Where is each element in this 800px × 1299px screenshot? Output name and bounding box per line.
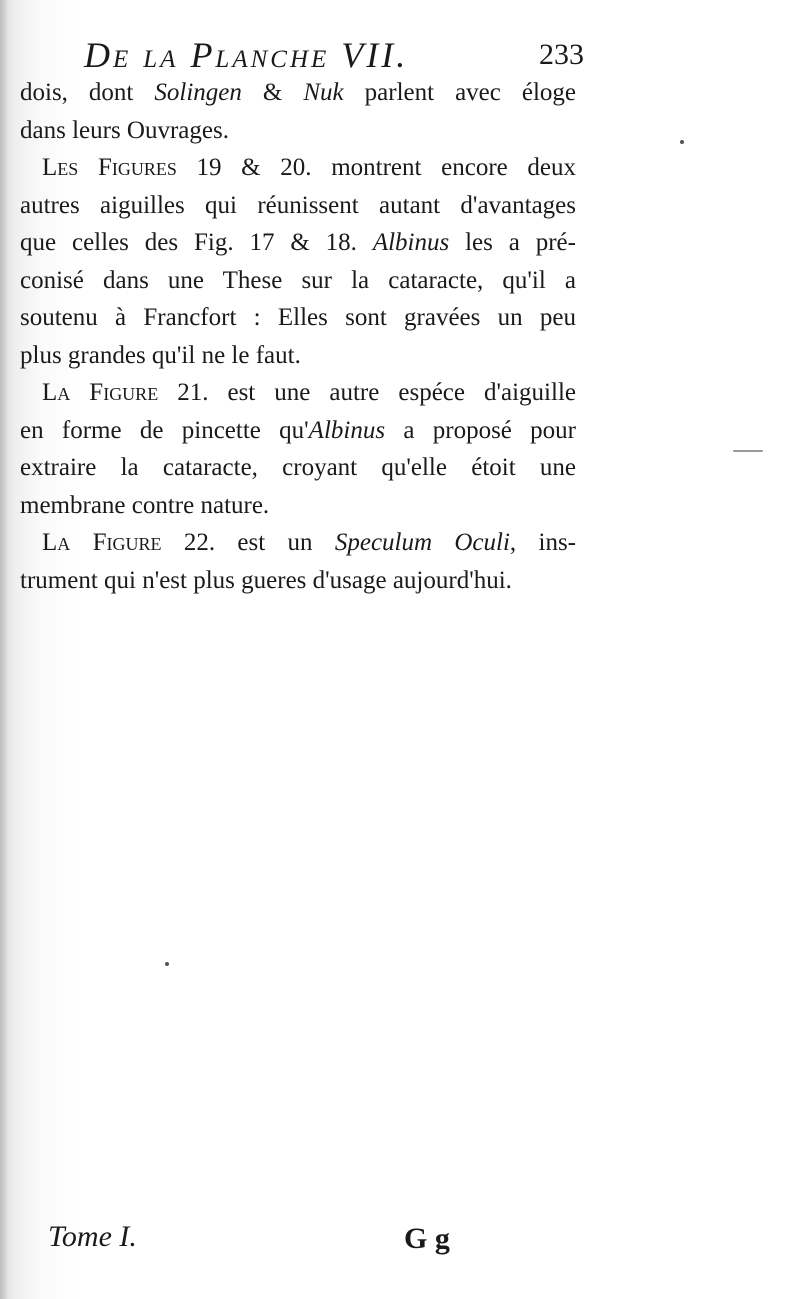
text-line: trument qui n'est plus gueres d'usage aujourd'hui.: [20, 566, 512, 594]
paper-speck: [733, 450, 763, 452]
small-caps-heading: Les Figures: [42, 154, 177, 181]
text-line: La Figure 22. est un Speculum Oculi, ins-: [42, 529, 577, 556]
paper-speck: [680, 140, 684, 144]
text-line: dois, dont Solingen & Nuk parlent avec éloge: [20, 79, 576, 106]
text-line: en forme de pincette qu'Albinus a proposé pour: [20, 416, 577, 444]
italic-term: Albinus: [372, 229, 450, 256]
italic-term: Albinus: [308, 416, 386, 444]
paragraph: [20, 74, 576, 149]
italic-term: Speculum Oculi: [334, 529, 510, 556]
text-line: que celles des Fig. 17 & 18. Albinus les a pré-: [20, 229, 576, 256]
text-line: conisé dans une These sur la cataracte, qu'il a: [20, 266, 576, 294]
volume-label: Tome I.: [48, 1220, 137, 1253]
text-line: extraire la cataracte, croyant qu'elle étoit une: [20, 454, 576, 481]
paragraph: [20, 524, 576, 599]
italic-term: Solingen: [154, 79, 242, 106]
page-number: 233: [539, 38, 584, 71]
text-line: Les Figures 19 & 20. montrent encore deux: [42, 154, 577, 181]
text-line: La Figure 21. est une autre espéce d'aiguille: [42, 379, 576, 406]
running-title: De la Planche VII.: [84, 35, 409, 75]
page-gutter-shadow: [0, 0, 8, 1299]
italic-term: Nuk: [303, 79, 344, 106]
text-line: autres aiguilles qui réunissent autant d'avantages: [20, 191, 576, 219]
small-caps-heading: La Figure: [42, 529, 162, 556]
paragraph: [20, 149, 576, 374]
small-caps-heading: La Figure: [42, 379, 159, 406]
text-line: membrane contre nature.: [20, 491, 270, 519]
text-line: soutenu à Francfort : Elles sont gravées un peu: [20, 304, 576, 331]
text-line: plus grandes qu'il ne le faut.: [20, 341, 301, 369]
text-line: dans leurs Ouvrages.: [20, 116, 229, 144]
body-text: [20, 74, 576, 599]
signature-mark: G g: [404, 1222, 450, 1255]
page-footer: [48, 1220, 488, 1270]
paragraph: [20, 374, 576, 524]
paper-speck: [165, 962, 169, 966]
